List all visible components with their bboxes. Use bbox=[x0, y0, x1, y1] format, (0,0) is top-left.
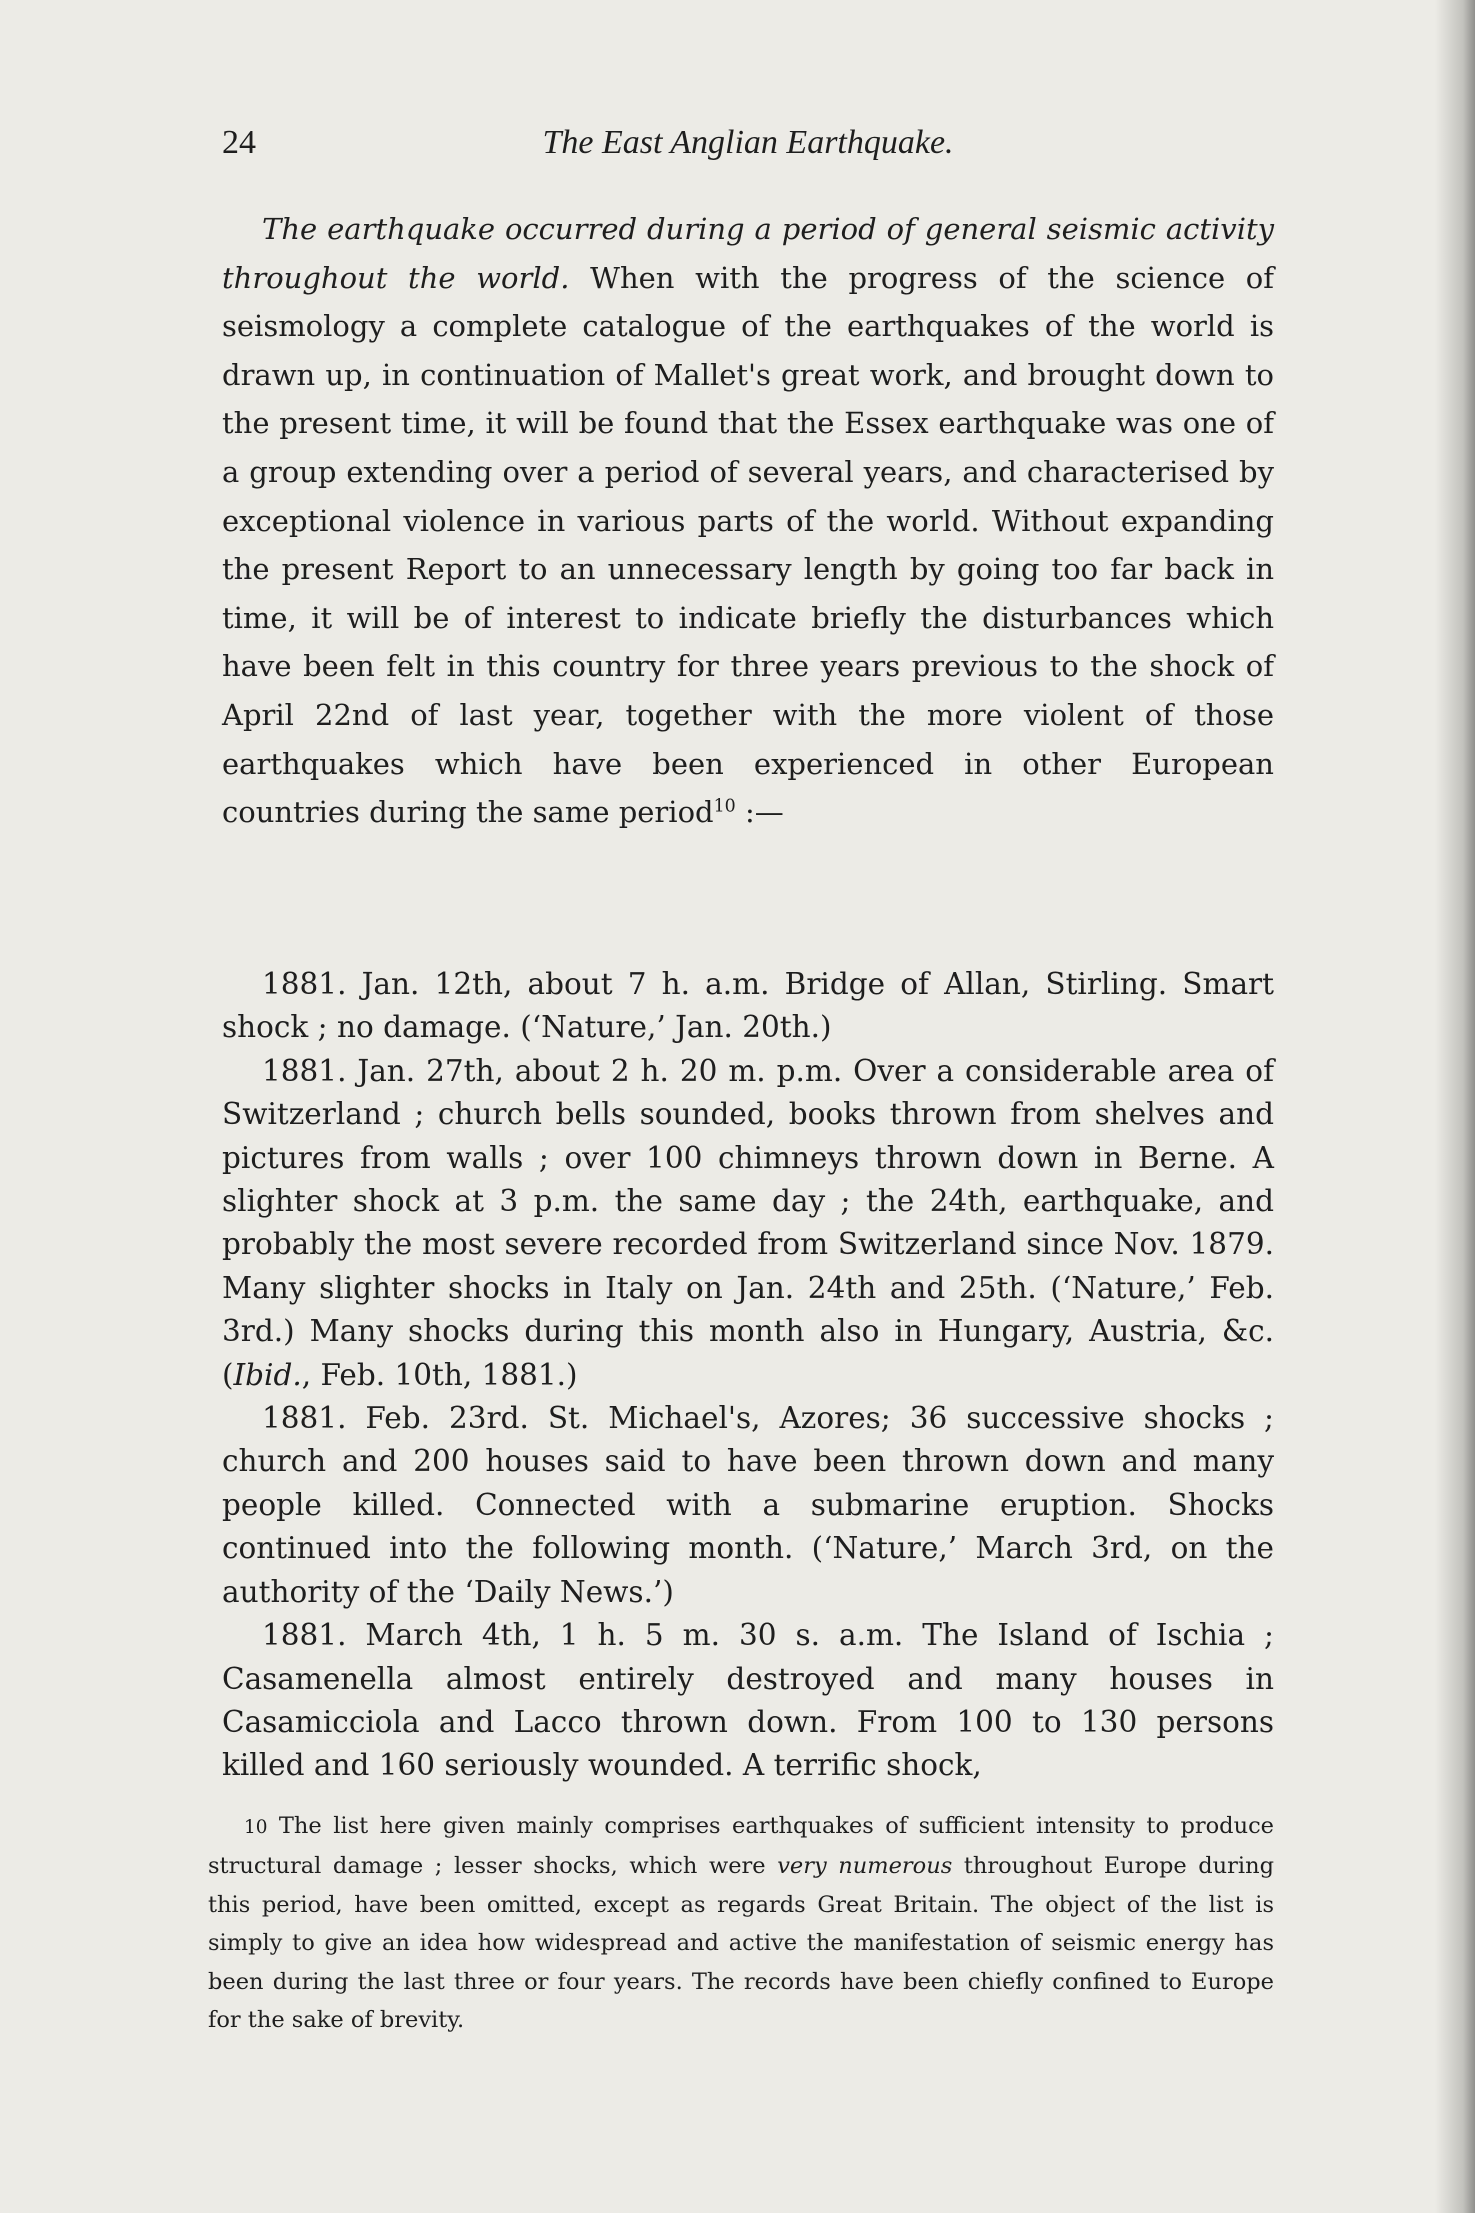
binding-shadow bbox=[1435, 0, 1475, 2213]
entry-text: 1881. Jan. 27th, about 2 h. 20 m. p.m. Over a considerable area of Switzerland ; church bells sounded, books thrown from shelves and pictures from walls ; over 100 chimneys thrown down in Berne. A slighter shock at 3 p.m. the same day ; the 24th, earthquake, and probably the most severe recorded from Switzerland since Nov. 1879. Many slighter shocks in Italy on Jan. 24th and 25th. (‘Nature,’ Feb. 3rd.) Many shocks during this month also in Hungary, Austria, &c. ( bbox=[222, 1053, 1274, 1392]
intro-lead-italic: The earthquake occurred during a period of general seismic activity throughout the world. bbox=[222, 212, 1274, 295]
footnote bbox=[208, 1807, 1274, 2039]
intro-paragraph bbox=[222, 205, 1274, 837]
earthquake-list bbox=[222, 963, 1274, 1788]
entry-italic: Ibid. bbox=[233, 1357, 302, 1392]
running-title: The East Anglian Earthquake. bbox=[542, 124, 954, 161]
footnote-mark: 10 bbox=[244, 1817, 268, 1838]
list-item bbox=[222, 1614, 1274, 1788]
list-item bbox=[222, 963, 1274, 1050]
intro-text: When with the progress of the science of seismology a complete catalogue of the earthquakes of the world is drawn up, in continuation of Mallet's great work, and brought down to the present time, it will be found that the Essex earthquake was one of a group extending over a period of several years, and characterised by exceptional violence in various parts of the world. Without expanding the present Report to an unnecessary length by going too far back in time, it will be of interest to indicate briefly the disturbances which have been felt in this country for three years previous to the shock of April 22nd of last year, together with the more violent of those earthquakes which have been experienced in other European countries during the same period bbox=[222, 260, 1275, 830]
footnote-text-after: throughout Europe during this period, have been omitted, except as regards Great Britain. The object of the list is simply to give an idea how widespread and active the manifestation of seismic energy has been during the last three or four years. The records have been chiefly confined to Europe for the sake of brevity. bbox=[208, 1853, 1274, 2034]
footnote-text-before: The list here given mainly comprises earthquakes of sufficient intensity to produce structural damage ; lesser shocks, which were bbox=[208, 1813, 1274, 1880]
entry-text: 1881. Feb. 23rd. St. Michael's, Azores; 36 successive shocks ; church and 200 houses said to have been thrown down and many people killed. Connected with a submarine eruption. Shocks continued into the following month. (‘Nature,’ March 3rd, on the authority of the ‘Daily News.’) bbox=[222, 1401, 1274, 1609]
list-item bbox=[222, 1050, 1274, 1397]
footnote-text bbox=[208, 1807, 1274, 2039]
entry-text: 1881. Jan. 12th, about 7 h. a.m. Bridge of Allan, Stirling. Smart shock ; no damage. (‘Nature,’ Jan. 20th.) bbox=[222, 967, 1274, 1045]
intro-paragraph-block bbox=[222, 205, 1274, 837]
footnote-reference: 10 bbox=[713, 796, 736, 817]
footnote-italic: very numerous bbox=[777, 1853, 953, 1880]
intro-tail: :— bbox=[735, 795, 784, 830]
entry-text: 1881. March 4th, 1 h. 5 m. 30 s. a.m. The Island of Ischia ; Casamenella almost entirely destroyed and many houses in Casamicciola and Lacco thrown down. From 100 to 130 persons killed and 160 seriously wounded. A terrific shock, bbox=[222, 1618, 1274, 1783]
list-item bbox=[222, 1397, 1274, 1614]
entry-text-after: , Feb. 10th, 1881.) bbox=[301, 1357, 578, 1392]
running-head bbox=[222, 118, 1274, 168]
page-number: 24 bbox=[222, 124, 256, 161]
